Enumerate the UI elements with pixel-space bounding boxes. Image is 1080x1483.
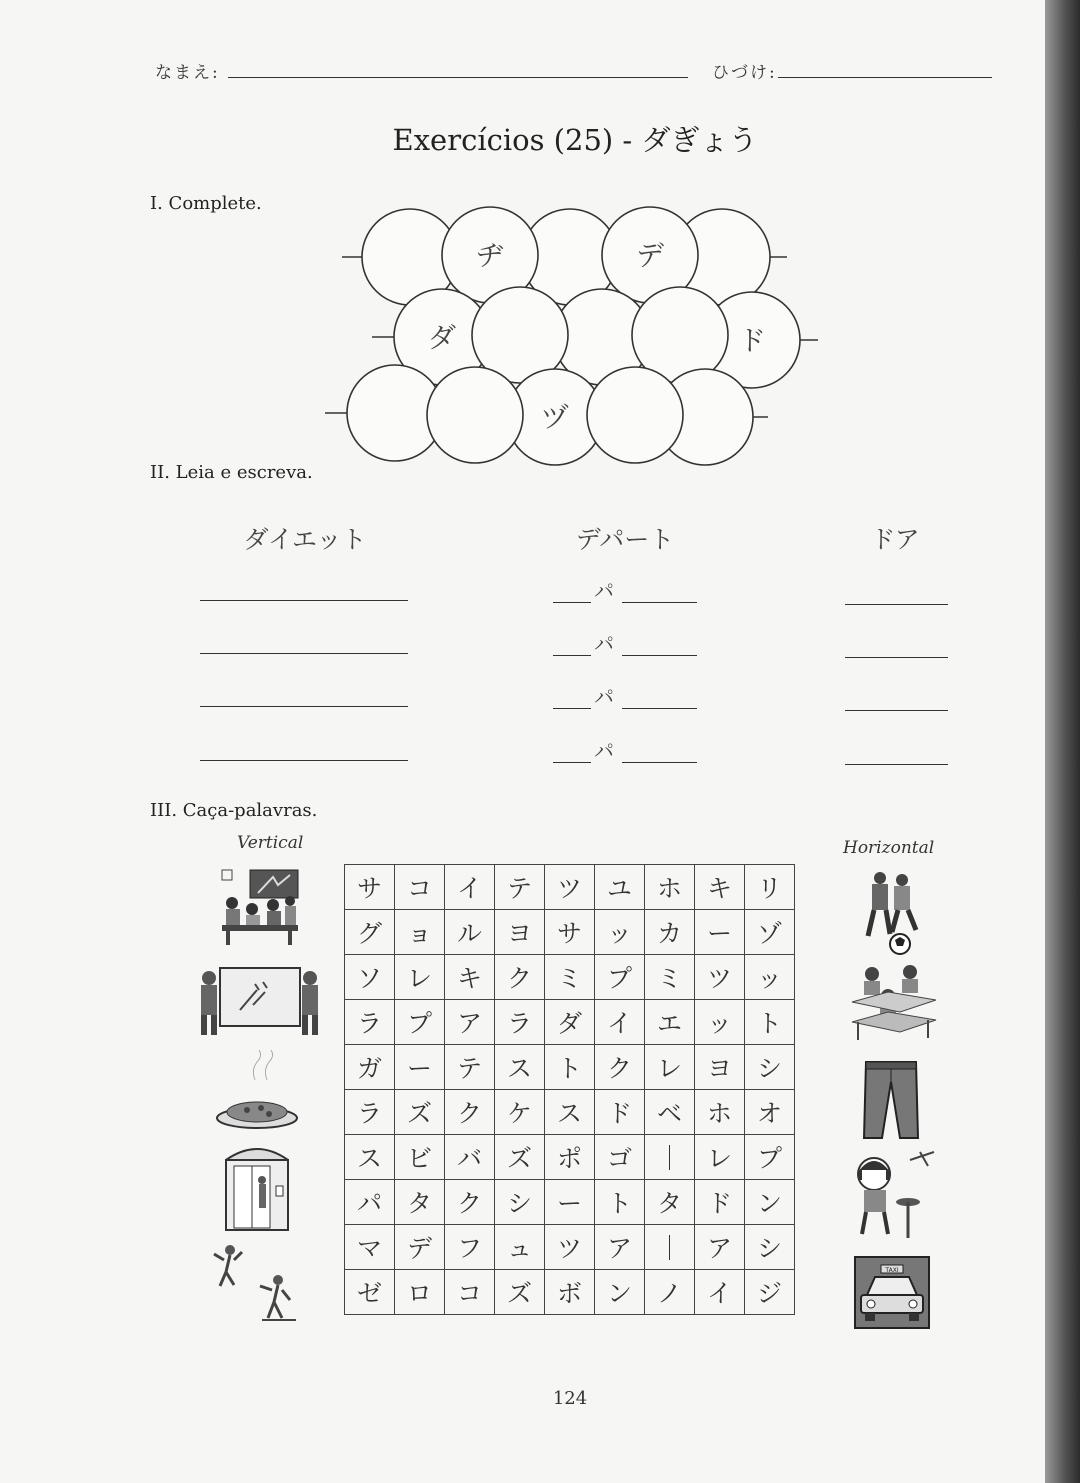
answer-line-department-pre[interactable] bbox=[553, 602, 591, 603]
grid-cell[interactable]: フ bbox=[445, 1225, 495, 1270]
grid-cell[interactable]: ゴ bbox=[595, 1135, 645, 1180]
taxi-sign: TAXI bbox=[885, 1267, 899, 1274]
grid-cell[interactable]: ア bbox=[445, 1000, 495, 1045]
pa-hint: パ bbox=[594, 579, 614, 603]
grid-cell[interactable]: ガ bbox=[345, 1045, 395, 1090]
grid-cell[interactable]: バ bbox=[445, 1135, 495, 1180]
framed-painting-icon bbox=[195, 960, 325, 1040]
grid-cell[interactable]: ド bbox=[695, 1180, 745, 1225]
grid-cell[interactable]: コ bbox=[445, 1270, 495, 1315]
grid-cell[interactable]: コ bbox=[395, 865, 445, 910]
grid-cell[interactable]: テ bbox=[495, 865, 545, 910]
word-search-grid bbox=[344, 864, 795, 1315]
grid-cell[interactable]: ッ bbox=[595, 910, 645, 955]
students-at-desks-icon bbox=[848, 962, 938, 1042]
grid-cell[interactable]: ベ bbox=[645, 1090, 695, 1135]
circle-hint-char: ヅ bbox=[540, 401, 570, 434]
grid-cell[interactable]: プ bbox=[745, 1135, 795, 1180]
vertical-label: Vertical bbox=[237, 833, 304, 853]
grid-cell[interactable]: ト bbox=[745, 1000, 795, 1045]
horizontal-label: Horizontal bbox=[843, 838, 935, 858]
grid-cell[interactable]: ツ bbox=[545, 1225, 595, 1270]
grid-cell[interactable]: ト bbox=[595, 1180, 645, 1225]
trousers-icon bbox=[860, 1058, 922, 1140]
girl-at-table-icon bbox=[848, 1150, 938, 1245]
grid-row bbox=[345, 1090, 795, 1135]
grid-cell[interactable]: シ bbox=[495, 1180, 545, 1225]
grid-cell[interactable]: サ bbox=[545, 910, 595, 955]
section2-heading: II. Leia e escreva. bbox=[150, 462, 313, 483]
pa-hint: パ bbox=[594, 685, 614, 709]
grid-cell[interactable]: オ bbox=[745, 1090, 795, 1135]
grid-row bbox=[345, 1270, 795, 1315]
grid-cell[interactable]: テ bbox=[445, 1045, 495, 1090]
grid-cell[interactable]: ク bbox=[445, 1090, 495, 1135]
grid-cell[interactable]: イ bbox=[595, 1000, 645, 1045]
grid-row bbox=[345, 1135, 795, 1180]
taxi-icon bbox=[853, 1255, 931, 1330]
word-door: ドア bbox=[870, 525, 920, 554]
word-diet: ダイエット bbox=[243, 525, 367, 554]
circle-hint-char: デ bbox=[635, 239, 665, 272]
grid-row bbox=[345, 865, 795, 910]
name-label: なまえ: bbox=[155, 63, 220, 83]
circle-hint-char: ダ bbox=[427, 321, 457, 354]
grid-cell[interactable]: ト bbox=[545, 1045, 595, 1090]
grid-cell[interactable]: カ bbox=[645, 910, 695, 955]
grid-cell[interactable]: ア bbox=[695, 1225, 745, 1270]
grid-row bbox=[345, 910, 795, 955]
answer-line-diet[interactable] bbox=[200, 706, 408, 707]
answer-line-diet[interactable] bbox=[200, 600, 408, 601]
grid-cell[interactable]: イ bbox=[445, 865, 495, 910]
grid-cell[interactable]: タ bbox=[645, 1180, 695, 1225]
grid-cell[interactable]: ア bbox=[595, 1225, 645, 1270]
circle-hint-char: ド bbox=[737, 324, 767, 357]
name-field[interactable] bbox=[228, 77, 688, 78]
grid-cell[interactable]: ス bbox=[345, 1135, 395, 1180]
grid-cell[interactable]: タ bbox=[395, 1180, 445, 1225]
rice-dish-icon bbox=[215, 1050, 300, 1135]
grid-cell[interactable]: ズ bbox=[495, 1270, 545, 1315]
grid-cell[interactable]: ヨ bbox=[495, 910, 545, 955]
soccer-players-icon bbox=[858, 868, 928, 958]
grid-cell[interactable]: ノ bbox=[645, 1270, 695, 1315]
grid-cell[interactable]: グ bbox=[345, 910, 395, 955]
elevator-icon bbox=[218, 1140, 296, 1232]
answer-line-department-pre[interactable] bbox=[553, 762, 591, 763]
classroom-icon bbox=[218, 865, 303, 950]
grid-cell[interactable]: ヨ bbox=[695, 1045, 745, 1090]
answer-line-department-pre[interactable] bbox=[553, 655, 591, 656]
grid-cell[interactable]: ゼ bbox=[345, 1270, 395, 1315]
grid-cell[interactable]: プ bbox=[595, 955, 645, 1000]
grid-cell[interactable]: キ bbox=[695, 865, 745, 910]
grid-cell[interactable]: ョ bbox=[395, 910, 445, 955]
answer-line-door[interactable] bbox=[845, 604, 948, 605]
answer-circle[interactable] bbox=[427, 367, 523, 463]
answer-line-diet[interactable] bbox=[200, 760, 408, 761]
grid-cell[interactable]: ボ bbox=[545, 1270, 595, 1315]
grid-cell[interactable]: ッ bbox=[745, 955, 795, 1000]
grid-cell[interactable]: レ bbox=[645, 1045, 695, 1090]
grid-cell[interactable]: ク bbox=[445, 1180, 495, 1225]
skiing-people-icon bbox=[210, 1240, 300, 1325]
section1-heading: I. Complete. bbox=[150, 193, 262, 214]
grid-cell[interactable]: シ bbox=[745, 1045, 795, 1090]
circle-hint-char: ヂ bbox=[475, 239, 505, 272]
grid-cell[interactable]: ン bbox=[595, 1270, 645, 1315]
grid-cell[interactable]: イ bbox=[695, 1270, 745, 1315]
answer-circle[interactable] bbox=[587, 367, 683, 463]
answer-line-department-post[interactable] bbox=[622, 708, 697, 709]
grid-cell[interactable]: ー bbox=[695, 910, 745, 955]
grid-cell[interactable]: ラ bbox=[345, 1090, 395, 1135]
answer-line-department-post[interactable] bbox=[622, 762, 697, 763]
grid-cell[interactable]: ユ bbox=[595, 865, 645, 910]
grid-cell[interactable]: レ bbox=[695, 1135, 745, 1180]
answer-line-door[interactable] bbox=[845, 710, 948, 711]
grid-cell[interactable]: ク bbox=[595, 1045, 645, 1090]
answer-line-department-post[interactable] bbox=[622, 655, 697, 656]
grid-cell[interactable]: マ bbox=[345, 1225, 395, 1270]
grid-cell[interactable]: ス bbox=[545, 1090, 595, 1135]
grid-row bbox=[345, 1000, 795, 1045]
grid-row bbox=[345, 955, 795, 1000]
page-title: Exercícios (25) - ダぎょう bbox=[392, 123, 758, 157]
grid-cell[interactable]: ツ bbox=[695, 955, 745, 1000]
answer-line-diet[interactable] bbox=[200, 653, 408, 654]
grid-cell[interactable]: ホ bbox=[695, 1090, 745, 1135]
grid-cell[interactable]: キ bbox=[445, 955, 495, 1000]
grid-row bbox=[345, 1180, 795, 1225]
grid-cell[interactable]: ｜ bbox=[645, 1225, 695, 1270]
answer-line-door[interactable] bbox=[845, 657, 948, 658]
grid-cell[interactable]: ミ bbox=[545, 955, 595, 1000]
grid-cell[interactable]: ル bbox=[445, 910, 495, 955]
grid-cell[interactable]: ソ bbox=[345, 955, 395, 1000]
grid-cell[interactable]: ド bbox=[595, 1090, 645, 1135]
grid-cell[interactable]: ー bbox=[545, 1180, 595, 1225]
grid-cell[interactable]: ポ bbox=[545, 1135, 595, 1180]
grid-cell[interactable]: ー bbox=[395, 1045, 445, 1090]
grid-cell[interactable]: ク bbox=[495, 955, 545, 1000]
grid-cell[interactable]: ッ bbox=[695, 1000, 745, 1045]
grid-cell[interactable]: ラ bbox=[495, 1000, 545, 1045]
grid-cell[interactable]: ス bbox=[495, 1045, 545, 1090]
grid-cell[interactable]: ジ bbox=[745, 1270, 795, 1315]
word-department: デパート bbox=[575, 525, 675, 554]
grid-row bbox=[345, 1225, 795, 1270]
grid-cell[interactable]: ラ bbox=[345, 1000, 395, 1045]
page-number: 124 bbox=[552, 1388, 588, 1409]
grid-cell[interactable]: ズ bbox=[395, 1090, 445, 1135]
grid-cell[interactable]: リ bbox=[745, 865, 795, 910]
pa-hint: パ bbox=[594, 632, 614, 656]
grid-cell[interactable]: ケ bbox=[495, 1090, 545, 1135]
answer-line-department-post[interactable] bbox=[622, 602, 697, 603]
grid-cell[interactable]: ビ bbox=[395, 1135, 445, 1180]
grid-cell[interactable]: プ bbox=[395, 1000, 445, 1045]
circle-caterpillar bbox=[320, 205, 830, 485]
answer-line-department-pre[interactable] bbox=[553, 708, 591, 709]
grid-cell[interactable]: ズ bbox=[495, 1135, 545, 1180]
date-field[interactable] bbox=[778, 77, 992, 78]
grid-cell[interactable]: ン bbox=[745, 1180, 795, 1225]
grid-cell[interactable]: ダ bbox=[545, 1000, 595, 1045]
grid-cell[interactable]: ミ bbox=[645, 955, 695, 1000]
grid-cell[interactable]: ｜ bbox=[645, 1135, 695, 1180]
grid-cell[interactable]: ホ bbox=[645, 865, 695, 910]
grid-cell[interactable]: シ bbox=[745, 1225, 795, 1270]
grid-cell[interactable]: ゾ bbox=[745, 910, 795, 955]
date-label: ひづけ: bbox=[712, 63, 777, 83]
section3-heading: III. Caça-palavras. bbox=[150, 800, 318, 821]
pa-hint: パ bbox=[594, 739, 614, 763]
grid-cell[interactable]: エ bbox=[645, 1000, 695, 1045]
grid-row bbox=[345, 1045, 795, 1090]
grid-cell[interactable]: サ bbox=[345, 865, 395, 910]
grid-cell[interactable]: ュ bbox=[495, 1225, 545, 1270]
grid-cell[interactable]: デ bbox=[395, 1225, 445, 1270]
grid-cell[interactable]: ロ bbox=[395, 1270, 445, 1315]
grid-cell[interactable]: パ bbox=[345, 1180, 395, 1225]
answer-line-door[interactable] bbox=[845, 764, 948, 765]
grid-cell[interactable]: ツ bbox=[545, 865, 595, 910]
grid-cell[interactable]: レ bbox=[395, 955, 445, 1000]
